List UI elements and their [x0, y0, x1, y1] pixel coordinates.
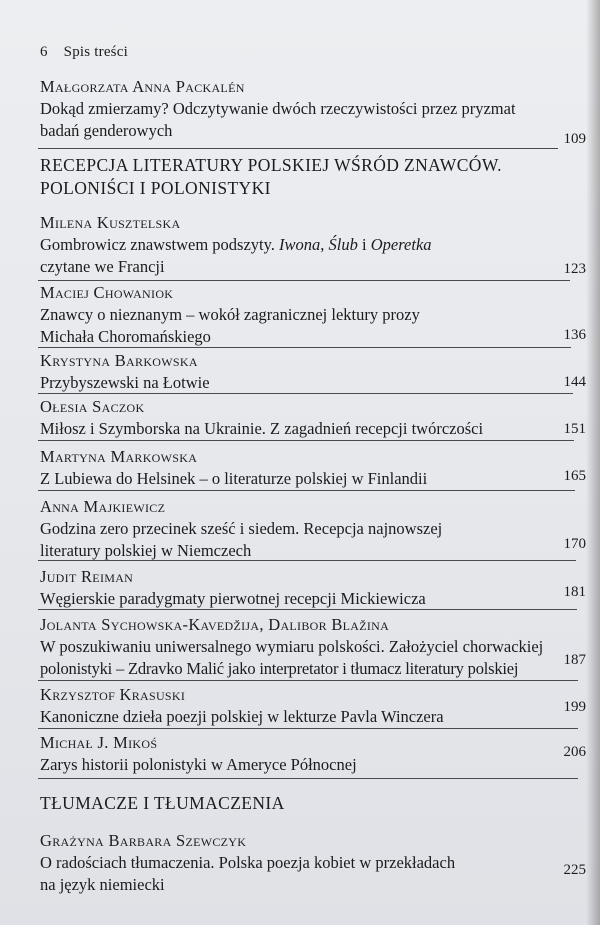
entry-title-line: Z Lubiewa do Helsinek – o literaturze polskiej w Finlandii [40, 469, 428, 488]
entry-page-number: 136 [563, 327, 586, 343]
section-heading-line: TŁUMACZE I TŁUMACZENIA [40, 793, 285, 813]
entry-title-line: W poszukiwaniu uniwersalnego wymiaru polskości. Założyciel chorwackiej [40, 637, 544, 656]
section-heading [40, 792, 580, 815]
running-title: Spis treści [63, 44, 128, 60]
running-head [40, 44, 128, 61]
entry-author: Martyna Markowska [40, 447, 198, 466]
entry-title-line: Godzina zero przecinek sześć i siedem. Recepcja najnowszej [40, 519, 443, 538]
section-heading-line: POLONIŚCI I POLONISTYKI [40, 178, 271, 198]
toc-entry[interactable] [40, 614, 588, 680]
entry-title-line: O radościach tłumaczenia. Polska poezja kobiet w przekładach [40, 853, 456, 872]
entry-page-number: 144 [563, 374, 586, 390]
entry-page-number: 225 [563, 862, 586, 878]
toc-entry[interactable] [40, 830, 588, 896]
entry-page-number: 170 [563, 536, 586, 552]
entry-page-number: 206 [563, 744, 586, 760]
entry-page-number: 199 [563, 699, 586, 715]
entry-author: Ołesia Saczok [40, 397, 145, 416]
entry-page-number: 187 [563, 652, 586, 668]
toc-entry[interactable] [40, 496, 588, 562]
divider [38, 728, 578, 729]
toc-entry[interactable] [40, 732, 588, 776]
divider [38, 148, 558, 149]
page-number: 6 [40, 44, 48, 60]
divider [38, 778, 578, 779]
divider [38, 393, 573, 394]
work-title: Ślub [328, 235, 358, 254]
section-heading [40, 154, 580, 200]
entry-author: Krzysztof Krasuski [40, 685, 186, 704]
entry-author: Judit Reiman [40, 567, 134, 586]
entry-title-line: Dokąd zmierzamy? Odczytywanie dwóch rzeczywistości przez pryzmat [40, 99, 516, 118]
entry-title-line: Miłosz i Szymborska na Ukrainie. Z zagadnień recepcji twórczości [40, 419, 484, 438]
entry-author: Jolanta Sychowska-Kavedžija, Dalibor Blažina [40, 615, 390, 634]
toc-entry[interactable] [40, 350, 588, 394]
divider [38, 440, 574, 441]
divider [38, 560, 576, 561]
entry-title-line: Znawcy o nieznanym – wokół zagranicznej lektury prozy [40, 305, 420, 324]
entry-title-line: Przybyszewski na Łotwie [40, 373, 210, 392]
entry-title-line: Zarys historii polonistyki w Ameryce Północnej [40, 755, 357, 774]
toc-entry[interactable] [40, 396, 588, 440]
work-title: Iwona [279, 235, 321, 254]
entry-title-line: czytane we Francji [40, 257, 165, 276]
entry-page-number: 181 [563, 584, 586, 600]
entry-title-line: literatury polskiej w Niemczech [40, 541, 252, 560]
entry-author: Grażyna Barbara Szewczyk [40, 831, 247, 850]
toc-entry[interactable] [40, 684, 588, 728]
entry-page-number: 165 [563, 468, 586, 484]
divider [38, 680, 578, 681]
entry-page-number: 151 [563, 421, 586, 437]
work-title: Operetka [370, 235, 432, 254]
divider [38, 490, 575, 491]
entry-title-line: Michała Choromańskiego [40, 327, 211, 346]
entry-title-line: Węgierskie paradygmaty pierwotnej recepcji Mickiewicza [40, 589, 426, 608]
toc-entry[interactable] [40, 566, 588, 610]
entry-author: Milena Kusztelska [40, 213, 181, 232]
toc-entry[interactable] [40, 212, 588, 278]
entry-title-line: badań genderowych [40, 121, 173, 140]
entry-author: Krystyna Barkowska [40, 351, 198, 370]
entry-page-number: 123 [563, 261, 586, 277]
toc-entry[interactable] [40, 282, 588, 348]
entry-author: Anna Majkiewicz [40, 497, 166, 516]
entry-title-line: Kanoniczne dzieła poezji polskiej w lekturze Pavla Winczera [40, 707, 444, 726]
toc-entry[interactable] [40, 76, 588, 142]
divider [38, 609, 577, 610]
entry-author: Maciej Chowaniok [40, 283, 174, 302]
entry-title-line: Gombrowicz znawstwem podszyty. Iwona, Ślub i Operetka [40, 235, 432, 254]
divider [38, 280, 570, 281]
entry-title-line: polonistyki – Zdravko Malić jako interpretator i tłumacz literatury polskiej [40, 659, 519, 678]
entry-author: Michał J. Mikoś [40, 733, 158, 752]
divider [38, 347, 571, 348]
toc-entry[interactable] [40, 446, 588, 490]
entry-page-number: 109 [563, 131, 586, 147]
section-heading-line: RECEPCJA LITERATURY POLSKIEJ WŚRÓD ZNAWCÓW. [40, 155, 502, 175]
entry-title-line: na język niemiecki [40, 875, 165, 894]
entry-author: Małgorzata Anna Packalén [40, 77, 245, 96]
